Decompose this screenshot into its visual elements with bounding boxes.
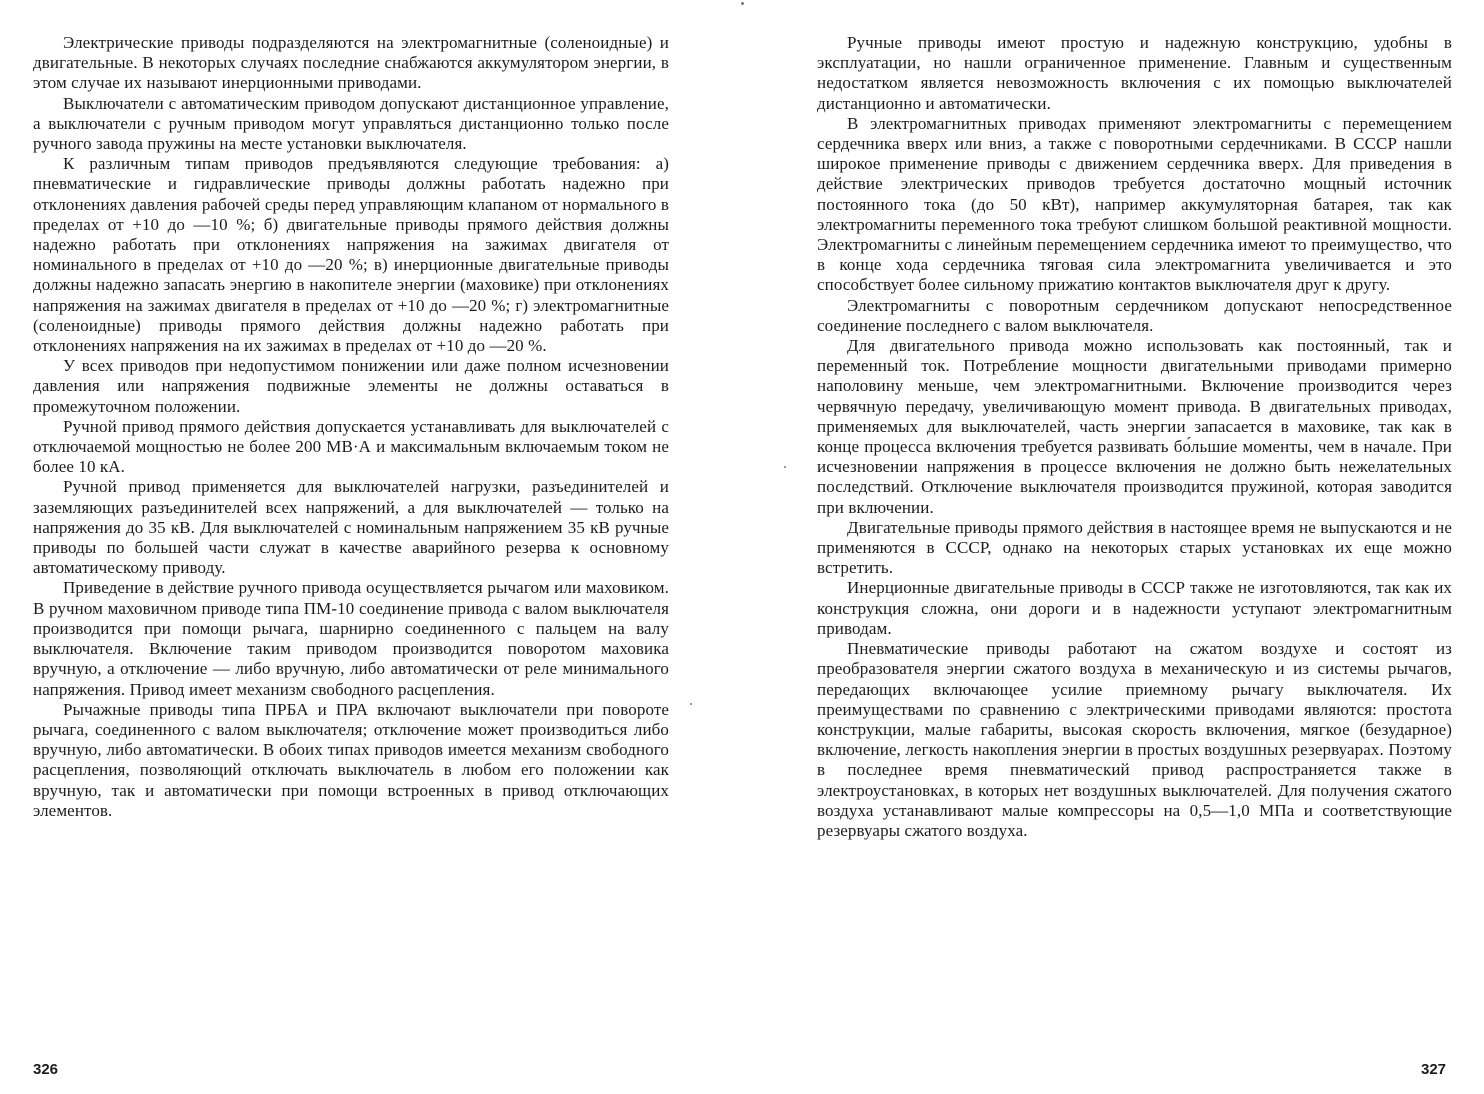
- paragraph: В электромагнитных приводах применяют электромагниты с перемещением сердечника вверх или вниз, а также с поворотными сердечниками. В СССР нашли широкое применение приводы с движением сердечника вверх. Для приведения в действие электрических приводов требуется достаточно мощный источник постоянного тока (до 50 кВт), например аккумуляторная батарея, так как электромагниты переменного тока требуют слишком большой реактивной мощности. Электромагниты с линейным перемещением сердечника имеют то преимущество, что в конце хода сердечника тяговая сила электромагнита увеличивается и это способствует более сильному прижатию контактов выключателя друг к другу.: [817, 113, 1452, 295]
- paragraph: Рычажные приводы типа ПРБА и ПРА включают выключатели при повороте рычага, соединенного с валом выключателя; отключение может производиться либо вручную, либо автоматически. В обоих типах приводов имеется механизм свободного расцепления, позволяющий отключать выключатель в любом его положении как вручную, так и автоматически при помощи встроенных в привод отключающих элементов.: [33, 699, 669, 820]
- paragraph: Приведение в действие ручного привода осуществляется рычагом или маховиком. В ручном маховичном приводе типа ПМ-10 соединение привода с валом выключателя производится при помощи рычага, шарнирно соединенного с пальцем на валу выключателя. Включение таким приводом производится поворотом маховика вручную, а отключение — либо вручную, либо автоматически от реле минимального напряжения. Привод имеет механизм свободного расцепления.: [33, 578, 669, 699]
- scan-speck: [690, 703, 692, 705]
- paragraph: Двигательные приводы прямого действия в настоящее время не выпускаются и не применяются в СССР, однако на некоторых старых установках их еще можно встретить.: [817, 517, 1452, 578]
- paragraph: Выключатели с автоматическим приводом допускают дистанционное управление, а выключатели с ручным приводом могут управляться дистанционно только после ручного завода пружины на месте установки выключателя.: [33, 93, 669, 154]
- paragraph: Ручные приводы имеют простую и надежную конструкцию, удобны в эксплуатации, но нашли ограниченное применение. Главным и существенным недостатком является невозможность включения с их помощью выключателей дистанционно и автоматически.: [817, 33, 1452, 113]
- paragraph: Пневматические приводы работают на сжатом воздухе и состоят из преобразователя энергии сжатого воздуха в механическую и из системы рычагов, передающих включающее усилие приемному рычагу выключателя. Их преимуществами по сравнению с электрическими приводами являются: простота конструкции, малые габариты, высокая скорость включения, мягкое (безударное) включение, легкость накопления энергии в простых воздушных резервуарах. Поэтому в последнее время пневматический привод распространяется также в электроустановках, в которых нет воздушных выключателей. Для получения сжатого воздуха устанавливают малые компрессоры на 0,5—1,0 МПа и соответствующие резервуары сжатого воздуха.: [817, 639, 1452, 840]
- paragraph: Электромагниты с поворотным сердечником допускают непосредственное соединение последнего с валом выключателя.: [817, 295, 1452, 335]
- right-text-column: [817, 33, 1452, 841]
- paragraph: Для двигательного привода можно использовать как постоянный, так и переменный ток. Потребление мощности двигательными приводами примерно наполовину меньше, чем электромагнитными. Включение производится через червячную передачу, увеличивающую момент привода. В двигательных приводах, применяемых для выключателей, часть энергии запасается в маховике, так как в конце процесса включения требуется развивать бо́льшие моменты, чем в начале. При исчезновении напряжения в процессе включения не должно быть нежелательных последствий. Отключение выключателя производится пружиной, которая заводится при включении.: [817, 336, 1452, 517]
- scan-speck: [784, 466, 786, 468]
- right-page: [742, 0, 1484, 1094]
- paragraph: Инерционные двигательные приводы в СССР также не изготовляются, так как их конструкция сложна, они дороги и в надежности уступают электромагнитным приводам.: [817, 578, 1452, 638]
- paragraph: Ручной привод прямого действия допускается устанавливать для выключателей с отключаемой мощностью не более 200 МВ·А и максимальным включаемым током не более 10 кА.: [33, 416, 669, 477]
- paragraph: Электрические приводы подразделяются на электромагнитные (соленоидные) и двигательные. В некоторых случаях последние снабжаются аккумулятором энергии, в этом случае их называют инерционными приводами.: [33, 33, 669, 93]
- paragraph: Ручной привод применяется для выключателей нагрузки, разъединителей и заземляющих разъединителей всех напряжений, а для выключателей — только на напряжения до 35 кВ. Для выключателей с номинальным напряжением 35 кВ ручные приводы по большей части служат в качестве аварийного резерва к основному автоматическому приводу.: [33, 477, 669, 578]
- paragraph: К различным типам приводов предъявляются следующие требования: а) пневматические и гидравлические приводы должны работать надежно при отклонениях давления рабочей среды перед управляющим клапаном от нормального в пределах от +10 до —10 %; б) двигательные приводы прямого действия должны надежно работать при отклонениях напряжения на зажимах двигателя от номинального в пределах от +10 до —20 %; в) инерционные двигательные приводы должны надежно запасать энергию в накопителе энергии (маховике) при отклонениях напряжения на зажимах двигателя в пределах от +10 до —20 %; г) электромагнитные (соленоидные) приводы прямого действия должны надежно работать при отклонениях напряжения на их зажимах в пределах от +10 до —20 %.: [33, 154, 669, 356]
- left-text-column: [33, 33, 669, 821]
- paragraph: У всех приводов при недопустимом понижении или даже полном исчезновении давления или напряжения подвижные элементы не должны оставаться в промежуточном положении.: [33, 356, 669, 416]
- page-number: 326: [33, 1061, 59, 1078]
- page-number: 327: [1421, 1061, 1447, 1078]
- scan-speck: [741, 2, 744, 5]
